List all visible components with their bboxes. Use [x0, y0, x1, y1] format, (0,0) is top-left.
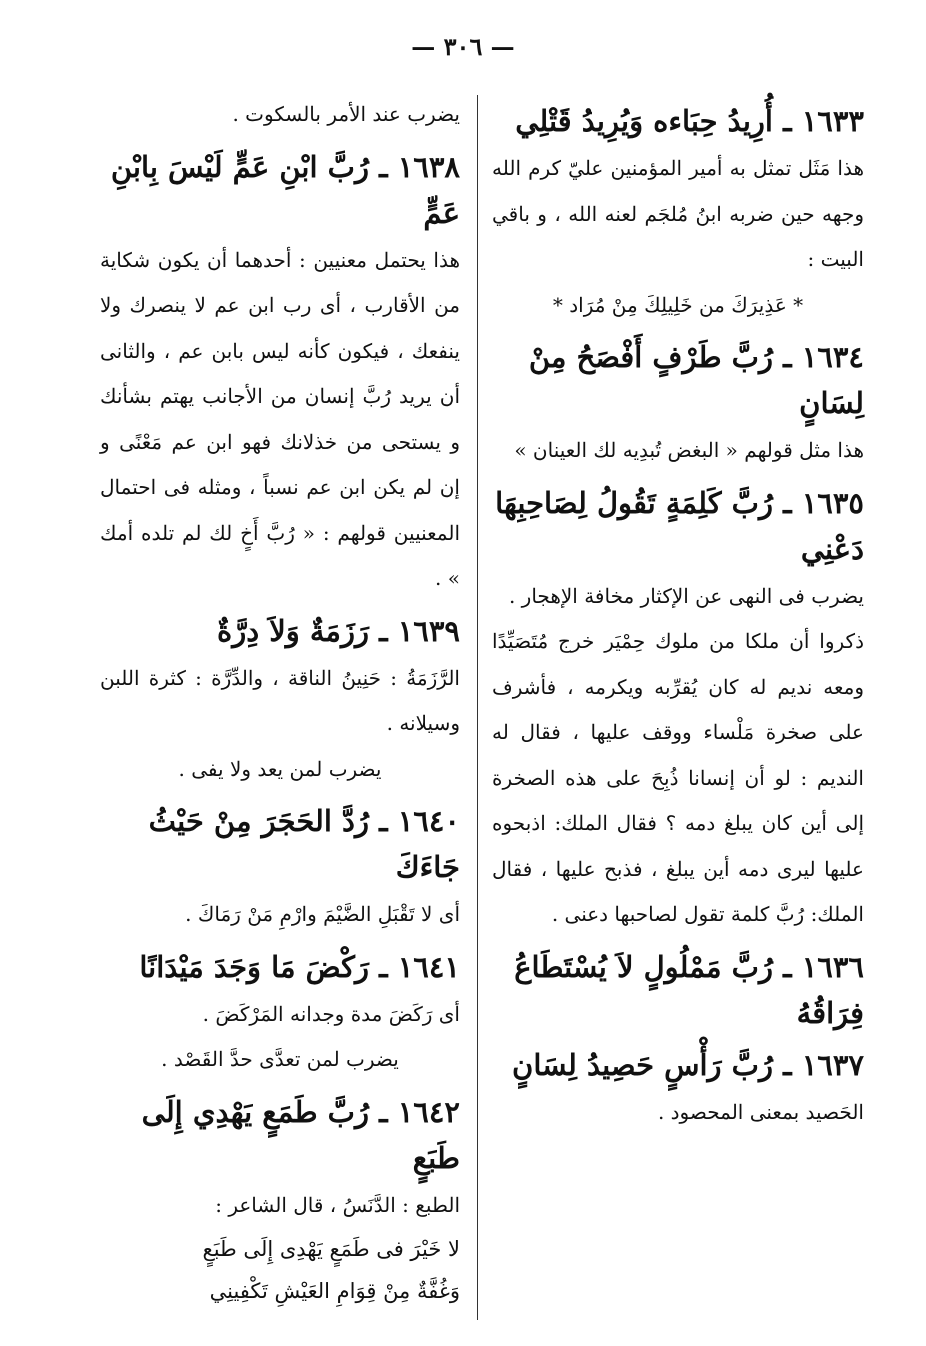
proverb-text: رُبَّ طَرْفٍ أَفْصَحُ مِنْ لِسَانٍ [528, 340, 864, 420]
entry-number: ١٦٣٧ [801, 1047, 864, 1082]
entry-paragraph: يضرب لمن يعد ولا يفى . [178, 756, 382, 781]
entry-number: ١٦٣٦ [801, 949, 864, 984]
proverb-text: رُبَّ طَمَعٍ يَهْدِي إِلَى طَبَعٍ [141, 1094, 460, 1175]
entry-paragraph: الرَّزَمَةُ : حَنِينُ الناقة ، والدِّرَّة : كثرة اللبن وسيلانه . [100, 665, 460, 735]
entry-headword [492, 98, 864, 144]
entry-number: ١٦٣٥ [801, 485, 864, 520]
entry-1636 [492, 944, 864, 1036]
entry-headword [492, 334, 864, 426]
entry-1634 [492, 334, 864, 474]
entry-1638 [100, 144, 460, 602]
entry-paragraph: يضرب لمن تعدَّى حدَّ القَصْد . [161, 1047, 399, 1071]
entry-number: ١٦٣٣ [801, 104, 864, 138]
verse-line: * عَذِيرَكَ من خَلِيلِكَ مِنْ مُرَاد * [552, 292, 804, 317]
entry-paragraph: أى رَكَضَ مدة وجدانه المَرْكَضَ . [202, 1001, 460, 1026]
column-divider [477, 95, 478, 1320]
dash-separator: ـ [783, 485, 792, 520]
entry-headword [100, 144, 460, 236]
entry-1641 [100, 944, 460, 1083]
entry-headword [100, 608, 460, 654]
entry-paragraph: هذا مَثَل تمثل به أمير المؤمنين عليّ كرم الله وجهه حين ضربه ابنُ مُلجَم لعنه الله ، و باقي البيت : [492, 156, 864, 271]
dash-separator: ـ [379, 1094, 388, 1129]
dash-separator: ـ [379, 804, 388, 838]
proverb-text: رَزَمَةٌ وَلاَ دِرَّةٌ [217, 613, 369, 648]
dash-separator: ـ [379, 149, 388, 184]
entry-number: ١٦٤٢ [397, 1094, 460, 1129]
proverb-text: رُبَّ رَأْسٍ حَصِيدُ لِسَانٍ [512, 1047, 773, 1082]
entry-headword [492, 480, 864, 572]
left-column [100, 92, 460, 1312]
entry-paragraph: الحَصيد بمعنى المحصود . [657, 1099, 864, 1124]
entry-paragraph: أى لا تَقْبَلِ الضَّيْمَ وارْمِ مَنْ رَمَاكَ . [185, 902, 460, 926]
proverb-text: رُبَّ كَلِمَةٍ تَقُولُ لِصَاحِبِهَا دَعْنِي [495, 485, 864, 566]
entry-1640 [100, 798, 460, 938]
dash-separator: ـ [783, 340, 792, 374]
dash-separator: ـ [783, 1047, 792, 1082]
right-column [492, 92, 864, 1135]
proverb-text: رُبَّ مَمْلُولٍ لاَ يُسْتَطَاعُ فِرَاقُهُ [514, 949, 864, 1030]
entry-headword [492, 1042, 864, 1088]
entry-1642 [100, 1089, 460, 1313]
entry-1633 [492, 98, 864, 328]
dash-separator: ـ [379, 613, 388, 648]
page-number: — ٣٠٦ — [411, 32, 515, 61]
entry-1635 [492, 480, 864, 938]
continuation-paragraph: يضرب عند الأمر بالسكوت . [232, 102, 460, 126]
proverb-text: أُرِيدُ حِبَاءه وَيُرِيدُ قَتْلِي [515, 104, 773, 138]
dash-separator: ـ [783, 949, 792, 984]
entry-number: ١٦٤٠ [397, 804, 460, 838]
proverb-text: رُدَّ الحَجَرَ مِنْ حَيْثُ جَاءَكَ [148, 804, 460, 884]
entry-paragraph: هذا يحتمل معنيين : أحدهما أن يكون شكاية من الأقارب ، أى رب ابن عم لا ينصرك ولا ينفعك ، فيكون كأنه ليس بابن عم ، والثانى أن يريد رُبَّ إنسان من الأجانب يهتم بشأنك و يستحى من خذلانك فهو ابن عم مَعْنًى و إن لم يكن ابن عم نسباً ، ومثله فى احتمال المعنيين قولهم : « رُبَّ أَخٍ لك لم تلده أمك » . [100, 247, 460, 590]
entry-headword [100, 1089, 460, 1181]
entry-number: ١٦٤١ [397, 949, 460, 984]
poem-verse-line: وَغُفَّةٌ مِنْ قِوَامِ العَيْشِ تَكْفِينِي [209, 1279, 460, 1303]
proverb-text: رُبَّ ابْنِ عَمٍّ لَيْسَ بِابْنِ عَمٍّ [110, 149, 460, 230]
entry-paragraph: ذكروا أن ملكا من ملوك حِمْيَر خرج مُتَصَيِّدًا ومعه نديم له كان يُقرِّبه ويكرمه ، فأشرف على صخرة مَلْساء ووقف عليها ، فقال له النديم : لو أن إنسانا ذُبِحَ على هذه الصخرة إلى أين كان يبلغ دمه ؟ فقال الملك: اذبحوه عليها ليرى دمه أين يبلغ ، فذبح عليها ، فقال الملك: رُبَّ كلمة تقول لصاحبها دعنى . [492, 629, 864, 926]
proverb-text: رَكْضَ مَا وَجَدَ مَيْدَانًا [139, 949, 369, 984]
entry-paragraph: يضرب فى النهى عن الإكثار مخافة الإهجار . [508, 583, 864, 608]
entry-1639 [100, 608, 460, 793]
entry-headword [492, 944, 864, 1036]
entry-headword [100, 798, 460, 890]
dash-separator: ـ [379, 949, 388, 984]
entry-number: ١٦٣٨ [397, 149, 460, 184]
entry-number: ١٦٣٤ [801, 340, 864, 374]
entry-number: ١٦٣٩ [397, 613, 460, 648]
entry-paragraph: الطبع : الدَّنَسُ ، قال الشاعر : [215, 1192, 460, 1217]
dash-separator: ـ [783, 104, 792, 138]
entry-headword [100, 944, 460, 990]
entry-1637 [492, 1042, 864, 1136]
entry-paragraph: هذا مثل قولهم « البغض تُبدِيه لك العينان » [514, 438, 864, 462]
poem-verse-line: لا خَيْرَ فى طَمَعٍ يَهْدِى إِلَى طَبَعٍ [202, 1237, 460, 1261]
